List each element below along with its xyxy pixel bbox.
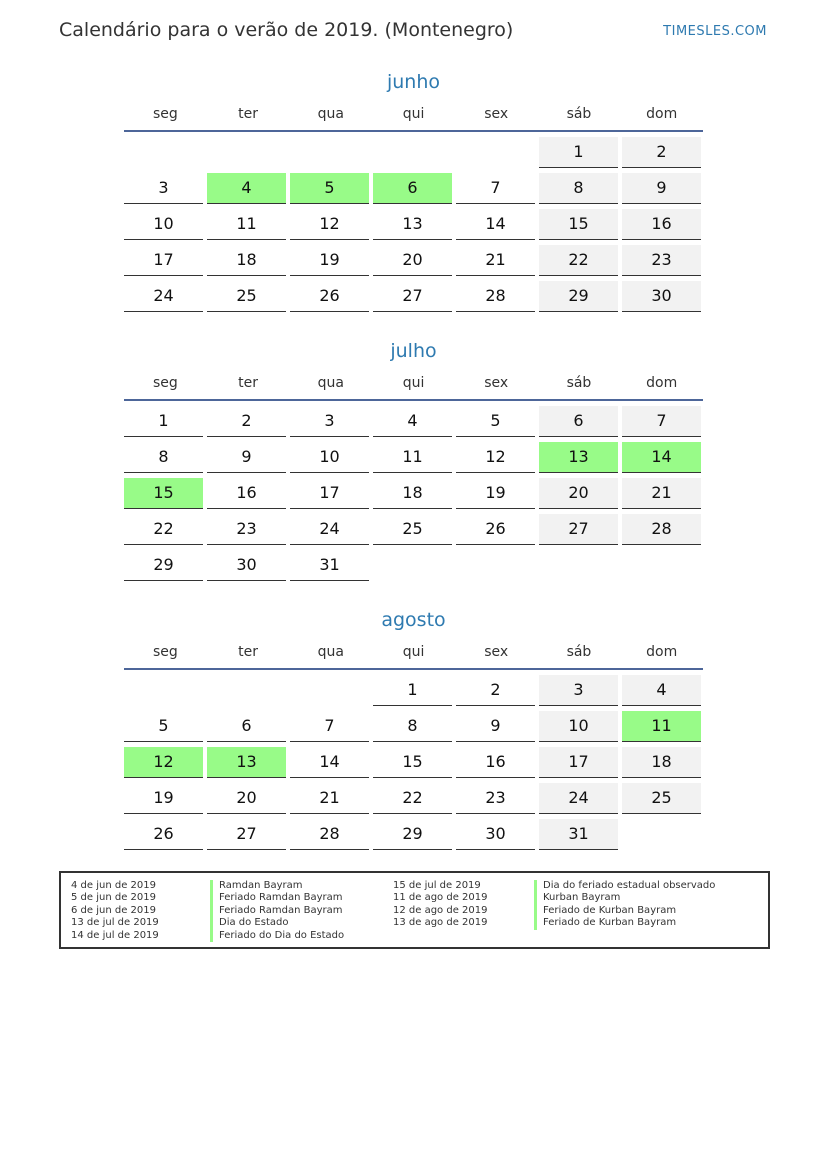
day-cell: 31 [290,550,369,581]
day-cell: 2 [207,406,286,437]
day-cell: 30 [207,550,286,581]
weekend-day-cell: 22 [539,245,618,276]
weekday-label: seg [152,644,178,660]
holiday-day-cell: 13 [207,747,286,778]
legend-holiday-name: Ramdan Bayram [210,880,344,892]
week-row [124,711,703,747]
legend-names-right [534,880,715,930]
weekday-label: qui [402,106,425,122]
weekday-label: qua [317,644,344,660]
day-cell: 8 [373,711,452,742]
day-cell: 19 [290,245,369,276]
day-cell: 24 [124,281,203,312]
empty-day-cell [207,675,286,705]
day-cell: 9 [207,442,286,473]
weekday-label: qua [317,106,344,122]
day-cell: 13 [373,209,452,240]
weekend-day-cell: 23 [622,245,701,276]
day-cell: 28 [456,281,535,312]
day-cell: 2 [456,675,535,706]
day-cell: 10 [124,209,203,240]
weekend-day-cell: 27 [539,514,618,545]
day-cell: 17 [124,245,203,276]
empty-day-cell [124,137,203,167]
empty-day-cell [456,550,535,580]
weekend-day-cell: 1 [539,137,618,168]
day-cell: 23 [207,514,286,545]
day-cell: 9 [456,711,535,742]
weekend-day-cell: 21 [622,478,701,509]
week-row [124,478,703,514]
legend-date: 6 de jun de 2019 [71,904,156,916]
day-cell: 21 [456,245,535,276]
weekday-label: sex [484,106,509,122]
day-cell: 1 [373,675,452,706]
day-cell: 8 [124,442,203,473]
day-cell: 5 [124,711,203,742]
page-title: Calendário para o verão de 2019. (Montenegro) [59,19,514,41]
week-row [124,747,703,783]
day-cell: 27 [373,281,452,312]
day-cell: 6 [207,711,286,742]
day-cell: 22 [373,783,452,814]
weekend-day-cell: 6 [539,406,618,437]
empty-day-cell [622,550,701,580]
day-cell: 22 [124,514,203,545]
day-cell: 25 [373,514,452,545]
weekend-day-cell: 9 [622,173,701,204]
week-row [124,209,703,245]
holiday-day-cell: 4 [207,173,286,204]
legend-date: 12 de ago de 2019 [393,904,488,916]
weekday-header [124,644,703,670]
day-cell: 11 [207,209,286,240]
day-cell: 15 [373,747,452,778]
weekend-day-cell: 16 [622,209,701,240]
day-cell: 4 [373,406,452,437]
day-cell: 29 [373,819,452,850]
day-cell: 14 [456,209,535,240]
holiday-day-cell: 11 [622,711,701,742]
day-cell: 18 [207,245,286,276]
holiday-day-cell: 13 [539,442,618,473]
day-cell: 17 [290,478,369,509]
weekday-label: seg [152,106,178,122]
week-row [124,245,703,281]
legend-date: 13 de jul de 2019 [71,917,159,929]
day-cell: 26 [456,514,535,545]
day-cell: 16 [456,747,535,778]
weekday-label: qui [402,644,425,660]
week-row [124,137,703,173]
day-cell: 24 [290,514,369,545]
day-cell: 21 [290,783,369,814]
empty-day-cell [622,819,701,849]
day-cell: 25 [207,281,286,312]
month-name: junho [386,71,441,93]
weekend-day-cell: 18 [622,747,701,778]
weekend-day-cell: 8 [539,173,618,204]
day-cell: 3 [124,173,203,204]
day-cell: 19 [456,478,535,509]
empty-day-cell [373,137,452,167]
weekday-label: sáb [566,106,592,122]
legend-holiday-name: Feriado Ramdan Bayram [210,905,344,917]
day-cell: 12 [290,209,369,240]
week-row [124,819,703,855]
week-row [124,675,703,711]
day-cell: 30 [456,819,535,850]
day-cell: 29 [124,550,203,581]
legend-date: 14 de jul de 2019 [71,929,159,941]
weekend-day-cell: 29 [539,281,618,312]
holiday-day-cell: 5 [290,173,369,204]
empty-day-cell [124,675,203,705]
day-cell: 11 [373,442,452,473]
site-link[interactable]: TIMESLES.COM [663,24,767,39]
month-julho [124,339,703,586]
weekday-label: sáb [566,375,592,391]
legend-date: 13 de ago de 2019 [393,917,488,929]
weekday-label: ter [238,106,258,122]
legend-date: 5 de jun de 2019 [71,892,156,904]
legend-holiday-name: Feriado de Kurban Bayram [534,905,715,917]
empty-day-cell [373,550,452,580]
legend-date: 15 de jul de 2019 [393,880,481,891]
week-row [124,281,703,317]
weekday-label: sex [484,375,509,391]
legend-dates-left [71,880,159,942]
day-cell: 26 [290,281,369,312]
month-agosto [124,608,703,855]
legend-holiday-name: Kurban Bayram [534,892,715,904]
day-cell: 26 [124,819,203,850]
weekend-day-cell: 15 [539,209,618,240]
week-row [124,514,703,550]
holiday-legend [59,871,770,949]
holiday-day-cell: 12 [124,747,203,778]
weekday-label: sex [484,644,509,660]
day-cell: 20 [373,245,452,276]
holiday-day-cell: 6 [373,173,452,204]
legend-date: 4 de jun de 2019 [71,880,156,891]
weekday-label: ter [238,644,258,660]
weekday-label: sáb [566,644,592,660]
legend-holiday-name: Feriado Ramdan Bayram [210,892,344,904]
legend-names-left [210,880,344,942]
weekend-day-cell: 17 [539,747,618,778]
holiday-day-cell: 15 [124,478,203,509]
weekend-day-cell: 30 [622,281,701,312]
weekday-label: seg [152,375,178,391]
day-cell: 1 [124,406,203,437]
weekend-day-cell: 25 [622,783,701,814]
legend-holiday-name: Dia do Estado [210,917,344,929]
week-row [124,406,703,442]
day-cell: 12 [456,442,535,473]
weekend-day-cell: 28 [622,514,701,545]
holiday-day-cell: 14 [622,442,701,473]
day-cell: 27 [207,819,286,850]
weekend-day-cell: 2 [622,137,701,168]
empty-day-cell [207,137,286,167]
weekend-day-cell: 24 [539,783,618,814]
legend-holiday-name: Feriado de Kurban Bayram [534,917,715,929]
empty-day-cell [456,137,535,167]
day-cell: 7 [290,711,369,742]
month-name: julho [390,340,437,362]
weekday-label: qua [317,375,344,391]
weekday-header [124,375,703,401]
legend-dates-right [393,880,487,930]
day-cell: 14 [290,747,369,778]
day-cell: 5 [456,406,535,437]
weekend-day-cell: 7 [622,406,701,437]
weekend-day-cell: 4 [622,675,701,706]
empty-day-cell [290,137,369,167]
week-row [124,783,703,819]
weekday-label: dom [646,375,678,391]
weekend-day-cell: 20 [539,478,618,509]
legend-holiday-name: Dia do feriado estadual observado [534,880,715,892]
day-cell: 16 [207,478,286,509]
week-row [124,442,703,478]
empty-day-cell [539,550,618,580]
weekday-header [124,106,703,132]
day-cell: 3 [290,406,369,437]
month-name: agosto [381,609,446,631]
weekday-label: dom [646,106,678,122]
weekday-label: qui [402,375,425,391]
day-cell: 7 [456,173,535,204]
day-cell: 28 [290,819,369,850]
day-cell: 23 [456,783,535,814]
day-cell: 20 [207,783,286,814]
weekend-day-cell: 10 [539,711,618,742]
weekend-day-cell: 31 [539,819,618,850]
legend-holiday-name: Feriado do Dia do Estado [210,930,344,942]
weekday-label: dom [646,644,678,660]
month-junho [124,70,703,317]
week-row [124,173,703,209]
legend-date: 11 de ago de 2019 [393,892,488,904]
week-row [124,550,703,586]
weekday-label: ter [238,375,258,391]
weekend-day-cell: 3 [539,675,618,706]
empty-day-cell [290,675,369,705]
day-cell: 19 [124,783,203,814]
day-cell: 10 [290,442,369,473]
day-cell: 18 [373,478,452,509]
